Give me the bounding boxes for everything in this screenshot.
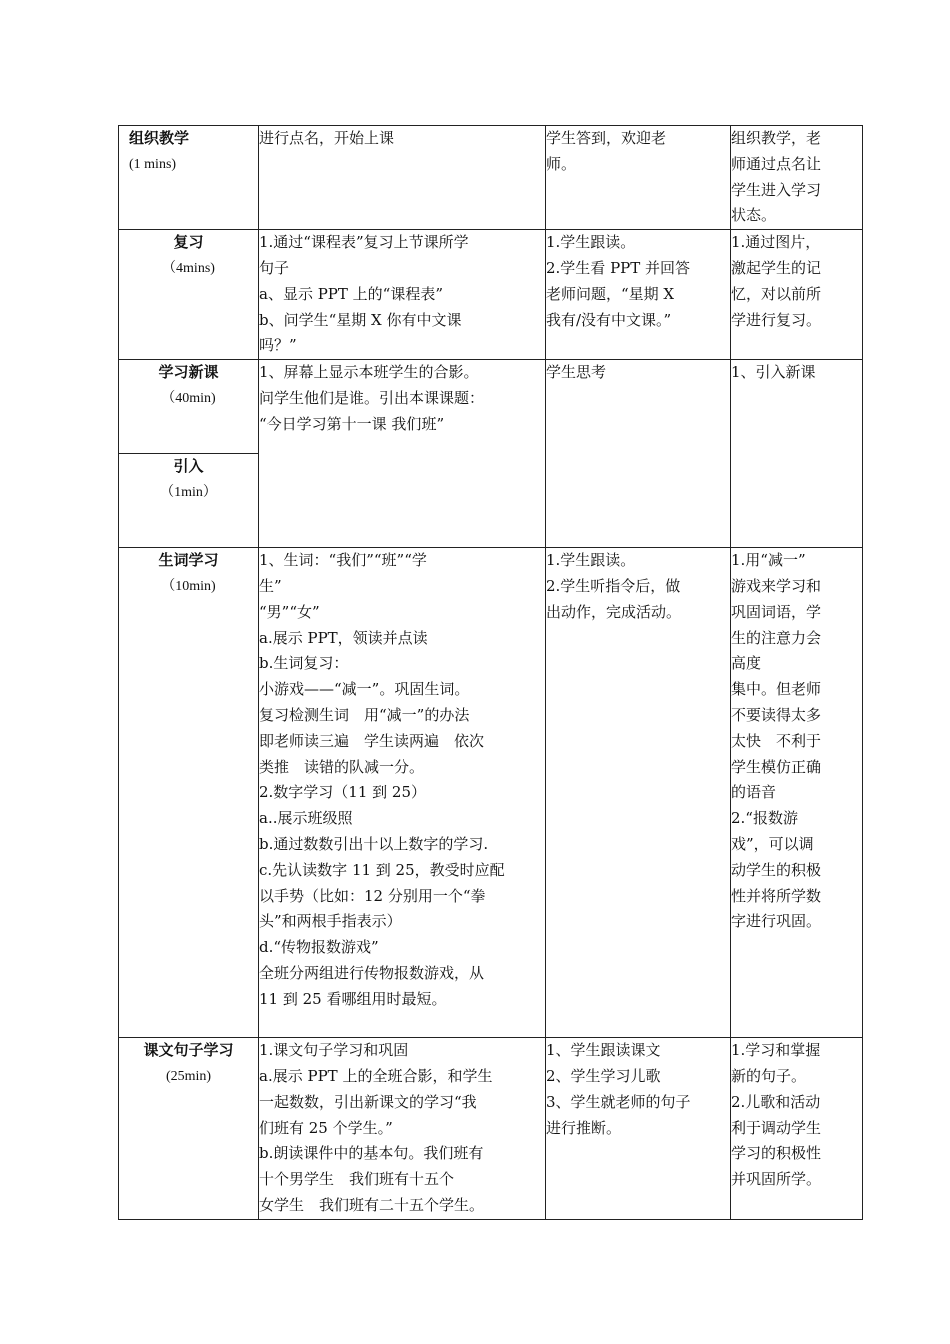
table-row	[119, 230, 863, 360]
lesson-plan-table	[118, 125, 863, 1220]
cell-text-line: 1、学生跟读课文	[546, 1041, 661, 1060]
cell-text-line: 字进行巩固。	[731, 912, 822, 931]
cell-text-line: 师通过点名让	[731, 154, 822, 173]
cell-text-line: 2、学生学习儿歌	[546, 1066, 661, 1085]
cell-text-line: 即老师读三遍 学生读两遍 依次	[259, 731, 485, 750]
stage-name: 学习新课	[158, 363, 219, 382]
student-activity-cell	[546, 360, 731, 548]
cell-text-line: 学进行复习。	[731, 310, 822, 329]
cell-text-line: 高度	[731, 654, 762, 673]
cell-text-line: a、显示 PPT 上的“课程表”	[259, 284, 444, 303]
stage-duration: （40min)	[161, 390, 216, 406]
cell-text-line: 问学生他们是谁。引出本课课题：	[259, 388, 485, 407]
cell-text-line: 2.学生听指令后，做	[546, 576, 681, 595]
teacher-activity-cell	[259, 548, 546, 1038]
cell-text-line: 学生进入学习	[731, 180, 822, 199]
student-activity-cell	[546, 1038, 731, 1220]
cell-text-line: 1、引入新课	[731, 363, 816, 382]
cell-text-line: 吗？”	[259, 336, 297, 355]
table-row	[119, 126, 863, 230]
cell-text-line: 激起学生的记	[731, 258, 822, 277]
stage-name: 课文句子学习	[143, 1041, 234, 1060]
cell-text-line: 复习检测生词 用“减一”的办法	[259, 705, 470, 724]
stage-cell	[119, 548, 259, 1038]
stage-cell	[119, 1038, 259, 1220]
cell-text-line: 生的注意力会	[731, 628, 822, 647]
purpose-cell	[731, 360, 863, 548]
cell-text-line: 头”和两根手指表示）	[259, 912, 402, 931]
cell-text-line: 女学生 我们班有二十五个学生。	[259, 1195, 485, 1214]
purpose-cell	[731, 126, 863, 230]
cell-text-line: a.展示 PPT，领读并点读	[259, 628, 428, 647]
stage-name: 组织教学	[129, 129, 190, 147]
cell-text-line: 1、生词：“我们”“班”“学	[259, 551, 427, 570]
cell-text-line: 1.用“减一”	[731, 551, 806, 570]
stage-name: 生词学习	[158, 551, 219, 570]
cell-text-line: b.朗读课件中的基本句。我们班有	[259, 1144, 484, 1163]
cell-text-line: 1.通过图片，	[731, 233, 821, 252]
cell-text-line: 并巩固所学。	[731, 1170, 822, 1189]
cell-text-line: 性并将所学数	[731, 886, 822, 905]
cell-text-line: “男”“女”	[259, 602, 320, 621]
cell-text-line: 出动作，完成活动。	[546, 602, 682, 621]
cell-text-line: 一起数数，引出新课文的学习“我	[259, 1092, 477, 1111]
table-row	[119, 1038, 863, 1220]
cell-text-line: 类推 读错的队减一分。	[259, 757, 425, 776]
cell-text-line: b.生词复习：	[259, 654, 349, 673]
cell-text-line: 2.学生看 PPT 并回答	[546, 258, 691, 277]
stage-duration: （10min)	[161, 578, 216, 594]
cell-text-line: 十个男学生 我们班有十五个	[259, 1170, 455, 1189]
cell-text-line: 戏”，可以调	[731, 834, 814, 853]
stage-cell	[119, 230, 259, 360]
cell-text-line: 进行推断。	[546, 1118, 622, 1137]
cell-text-line: 句子	[259, 258, 290, 277]
stage-name: 复习	[173, 233, 204, 252]
stage-duration: （1min）	[160, 484, 217, 500]
teacher-activity-cell	[259, 230, 546, 360]
cell-text-line: 不要读得太多	[731, 705, 822, 724]
cell-text-line: 进行点名，开始上课	[259, 129, 395, 147]
cell-text-line: 的语音	[731, 783, 777, 802]
cell-text-line: 我有/没有中文课。”	[546, 310, 672, 329]
teacher-activity-cell	[259, 1038, 546, 1220]
cell-text-line: 学生思考	[546, 363, 607, 382]
teacher-activity-cell	[259, 360, 546, 548]
cell-text-line: 2.儿歌和活动	[731, 1092, 821, 1111]
cell-text-line: 以手势（比如：12 分别用一个“拳	[259, 886, 486, 905]
cell-text-line: 2.“报数游	[731, 809, 798, 828]
cell-text-line: 太快 不利于	[731, 731, 822, 750]
cell-text-line: 们班有 25 个学生。”	[259, 1118, 393, 1137]
cell-text-line: 1.课文句子学习和巩固	[259, 1041, 409, 1060]
cell-text-line: d.“传物报数游戏”	[259, 938, 379, 957]
purpose-cell	[731, 1038, 863, 1220]
cell-text-line: 状态。	[731, 206, 777, 225]
cell-text-line: 全班分两组进行传物报数游戏，从	[259, 963, 485, 982]
stage-duration: （4mins)	[162, 260, 215, 276]
cell-text-line: 忆，对以前所	[731, 284, 822, 303]
cell-text-line: c.先认读数字 11 到 25，教受时应配	[259, 860, 505, 879]
cell-text-line: 11 到 25 看哪组用时最短。	[259, 989, 447, 1008]
cell-text-line: 2.数字学习（11 到 25）	[259, 783, 427, 802]
stage-duration: (1 mins)	[129, 156, 177, 172]
cell-text-line: 1.通过“课程表”复习上节课所学	[259, 233, 469, 252]
cell-text-line: 组织教学，老	[731, 129, 822, 147]
teacher-activity-cell	[259, 126, 546, 230]
cell-text-line: 集中。但老师	[731, 680, 822, 699]
cell-text-line: 学生答到，欢迎老	[546, 129, 667, 147]
cell-text-line: 1.学习和掌握	[731, 1041, 821, 1060]
cell-text-line: 新的句子。	[731, 1066, 807, 1085]
cell-text-line: b、问学生“星期 X 你有中文课	[259, 310, 462, 329]
student-activity-cell	[546, 548, 731, 1038]
cell-text-line: 1、屏幕上显示本班学生的合影。	[259, 363, 479, 382]
table-row	[119, 360, 863, 454]
cell-text-line: a..展示班级照	[259, 809, 353, 828]
cell-text-line: 小游戏——“减一”。巩固生词。	[259, 680, 470, 699]
cell-text-line: 生”	[259, 576, 282, 595]
cell-text-line: b.通过数数引出十以上数字的学习.	[259, 834, 489, 853]
stage-cell	[119, 454, 259, 548]
cell-text-line: 3、学生就老师的句子	[546, 1092, 691, 1111]
table-row	[119, 548, 863, 1038]
cell-text-line: 师。	[546, 154, 577, 173]
cell-text-line: 1.学生跟读。	[546, 233, 636, 252]
cell-text-line: a.展示 PPT 上的全班合影，和学生	[259, 1066, 493, 1085]
cell-text-line: 动学生的积极	[731, 860, 822, 879]
cell-text-line: 游戏来学习和	[731, 576, 822, 595]
purpose-cell	[731, 548, 863, 1038]
cell-text-line: “今日学习第十一课 我们班”	[259, 414, 445, 433]
student-activity-cell	[546, 230, 731, 360]
cell-text-line: 1.学生跟读。	[546, 551, 636, 570]
stage-name: 引入	[173, 457, 204, 476]
purpose-cell	[731, 230, 863, 360]
stage-cell	[119, 126, 259, 230]
cell-text-line: 学习的积极性	[731, 1144, 822, 1163]
stage-duration: (25min)	[165, 1068, 212, 1084]
cell-text-line: 学生模仿正确	[731, 757, 822, 776]
cell-text-line: 巩固词语，学	[731, 602, 822, 621]
student-activity-cell	[546, 126, 731, 230]
cell-text-line: 利于调动学生	[731, 1118, 822, 1137]
stage-cell	[119, 360, 259, 454]
cell-text-line: 老师问题，“星期 X	[546, 284, 675, 303]
